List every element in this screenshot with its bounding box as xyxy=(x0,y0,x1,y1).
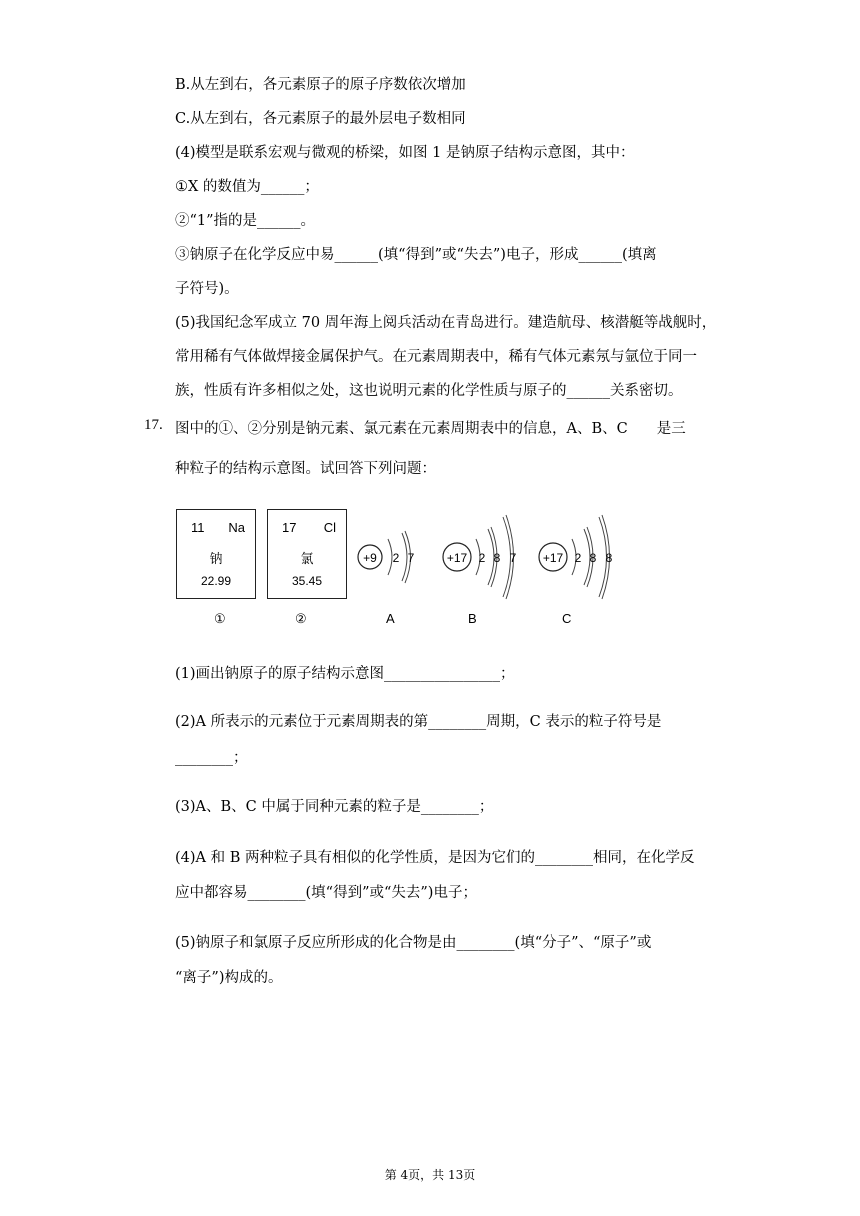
nucleus-charge: +9 xyxy=(363,551,377,565)
text-line: ③钠原子在化学反应中易______(填“得到”或“失去”)电子，形成______(填离 xyxy=(175,247,657,263)
figure-caption: ① xyxy=(214,611,226,626)
nucleus-charge: +17 xyxy=(446,551,468,565)
text-line: 常用稀有气体做焊接金属保护气。在元素周期表中，稀有气体元素氖与氩位于同一 xyxy=(175,349,697,365)
sub-question: (5)钠原子和氯原子反应所形成的化合物是由________(填“分子”、“原子”或 xyxy=(175,935,652,951)
atomic-number: 11 xyxy=(191,520,205,535)
figure-caption: ② xyxy=(295,611,307,626)
text-line: ①X 的数值为______； xyxy=(175,179,319,195)
periodic-cell-chlorine xyxy=(267,509,347,599)
particle-diagram-b xyxy=(440,505,525,600)
atomic-mass: 35.45 xyxy=(291,574,323,588)
figure-caption: B xyxy=(468,611,477,626)
figure-caption: C xyxy=(562,611,572,626)
question-stem: 种粒子的结构示意图。试回答下列问题： xyxy=(175,461,436,477)
shell-electrons: 8 xyxy=(605,551,613,565)
question-stem: 图中的①、②分别是钠元素、氯元素在元素周期表中的信息，A、B、C 是三 xyxy=(175,421,686,437)
atomic-mass: 22.99 xyxy=(200,574,232,588)
shell-electrons: 2 xyxy=(392,551,400,565)
shell-electrons: 2 xyxy=(478,551,486,565)
sub-question: (2)A 所表示的元素位于元素周期表的第________周期，C 表示的粒子符号是 xyxy=(175,714,662,730)
element-name: 氯 xyxy=(300,552,314,567)
element-symbol: Cl xyxy=(323,520,336,535)
text-line: ②“1”指的是______。 xyxy=(175,213,316,229)
sub-question: (3)A、B、C 中属于同种元素的粒子是________； xyxy=(175,799,494,815)
question-number: 17. xyxy=(144,417,163,433)
text-line: 子符号)。 xyxy=(175,281,239,297)
element-name: 钠 xyxy=(209,552,223,567)
sub-question: ________； xyxy=(175,750,248,766)
sub-question: (1)画出钠原子的原子结构示意图________________； xyxy=(175,666,515,682)
particle-diagram-a xyxy=(354,515,424,595)
shell-electrons: 7 xyxy=(509,551,517,565)
figure-caption: A xyxy=(386,611,395,626)
sub-question: 应中都容易________(填“得到”或“失去”)电子； xyxy=(175,885,477,901)
page-footer: 第 4页，共 13页 xyxy=(384,1168,476,1182)
particle-diagram-c xyxy=(536,505,621,600)
shell-electrons: 8 xyxy=(589,551,597,565)
text-line: B.从左到右，各元素原子的原子序数依次增加 xyxy=(175,77,466,93)
question-figure xyxy=(170,505,640,635)
nucleus-charge: +17 xyxy=(542,551,564,565)
text-line: (5)我国纪念军成立 70 周年海上阅兵活动在青岛进行。建造航母、核潜艇等战舰时， xyxy=(175,315,717,331)
periodic-cell-sodium xyxy=(176,509,256,599)
shell-electrons: 7 xyxy=(407,551,415,565)
shell-electrons: 8 xyxy=(493,551,501,565)
element-symbol: Na xyxy=(228,520,245,535)
atomic-number: 17 xyxy=(282,520,297,535)
text-line: (4)模型是联系宏观与微观的桥梁，如图 1 是钠原子结构示意图，其中： xyxy=(175,145,635,161)
text-line: C.从左到右，各元素原子的最外层电子数相同 xyxy=(175,111,466,127)
shell-electrons: 2 xyxy=(574,551,582,565)
sub-question: (4)A 和 B 两种粒子具有相似的化学性质，是因为它们的________相同，在化学反 xyxy=(175,850,695,866)
text-line: 族，性质有许多相似之处，这也说明元素的化学性质与原子的______关系密切。 xyxy=(175,383,683,399)
sub-question: “离子”)构成的。 xyxy=(175,970,283,986)
